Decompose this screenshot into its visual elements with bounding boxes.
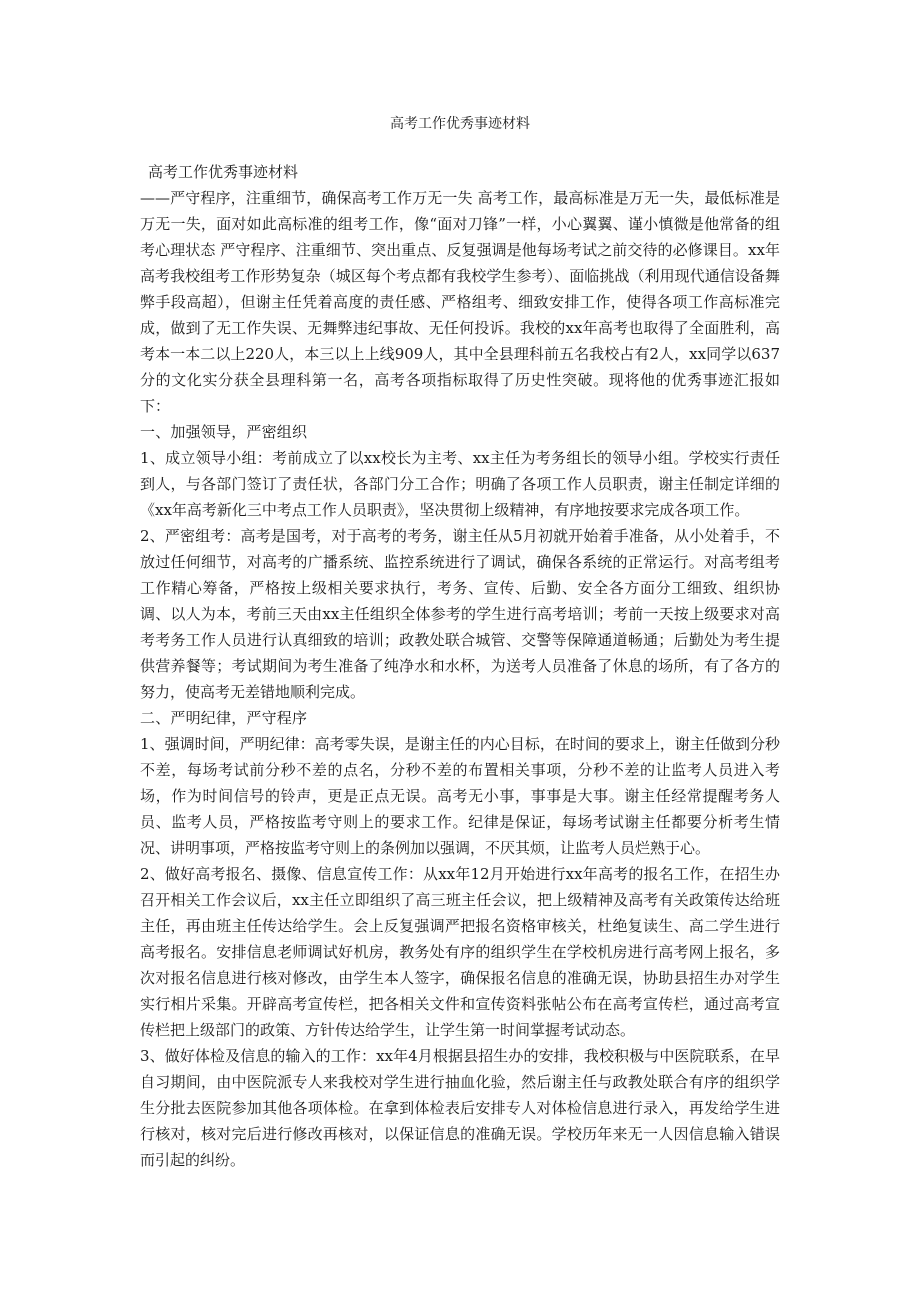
paragraph-registration: 2、做好高考报名、摄像、信息宣传工作：从xx年12月开始进行xx年高考的报名工作，在招生办召开相关工作会议后，xx主任立即组织了高三班主任会议，把上级精神及高考有关政策传达给班主任，再由班主任传达给学生。会上反复强调严把报名资格审核关，杜绝复读生、高二学生进行高考报名。安排信息老师调试好机房，教务处有序的组织学生在学校机房进行高考网上报名，多次对报名信息进行核对修改，由学生本人签字，确保报名信息的准确无误，协助县招生办对学生实行相片采集。开辟高考宣传栏，把各相关文件和宣传资料张帖公布在高考宣传栏，通过高考宣传栏把上级部门的政策、方针传达给学生，让学生第一时间掌握考试动态。 [140,865,780,1039]
paragraph-time-discipline: 1、强调时间，严明纪律：高考零失误，是谢主任的内心目标，在时间的要求上，谢主任做到分秒不差，每场考试前分秒不差的点名，分秒不差的布置相关事项，分秒不差的让监考人员进入考场，作为时间信号的铃声，更是正点无误。高考无小事，事事是大事。谢主任经常提醒考务人员、监考人员，严格按监考守则上的要求工作。纪律是保证，每场考试谢主任都要分析考生情况、讲明事项，严格按监考守则上的条例加以强调，不厌其烦，让监考人员烂熟于心。 [140,735,780,857]
document-subtitle: 高考工作优秀事迹材料 [148,163,299,181]
intro-paragraph: ——严守程序，注重细节，确保高考工作万无一失 高考工作，最高标准是万无一失，最低标准是万无一失，面对如此高标准的组考工作，像“面对刀锋”一样，小心翼翼、谨小慎微是他常备的组考心理状态 严守程序、注重细节、突出重点、反复强调是他每场考试之前交待的必修课目。xx年高考我校组考工作形势复杂（城区每个考点都有我校学生参考）、面临挑战（利用现代通信设备舞弊手段高超），但谢主任凭着高度的责任感、严格组考、细致安排工作，使得各项工作高标准完成，做到了无工作失误、无舞弊违纪事故、无任何投诉。我校的xx年高考也取得了全面胜利，高考本一本二以上220人，本三以上上线909人，其中全县理科前五名我校占有2人，xx同学以637分的文化实分获全县理科第一名，高考各项指标取得了历史性突破。现将他的优秀事迹汇报如下： [140,189,780,415]
document-title: 高考工作优秀事迹材料 [390,116,530,132]
paragraph-medical-check: 3、做好体检及信息的输入的工作：xx年4月根据县招生办的安排，我校积极与中医院联系，在早自习期间，由中医院派专人来我校对学生进行抽血化验，然后谢主任与政教处联合有序的组织学生分批去医院参加其他各项体检。在拿到体检表后安排专人对体检信息进行录入，再发给学生进行核对，核对完后进行修改再核对，以保证信息的准确无误。学校历年来无一人因信息输入错误而引起的纠纷。 [140,1047,780,1169]
document-body [140,159,780,1173]
section-heading-1: 一、加强领导，严密组织 [140,423,308,441]
section-heading-2: 二、严明纪律，严守程序 [140,709,308,727]
paragraph-strict-organization: 2、严密组考：高考是国考，对于高考的考务，谢主任从5月初就开始着手准备，从小处着手，不放过任何细节，对高考的广播系统、监控系统进行了调试，确保各系统的正常运行。对高考组考工作精心筹备，严格按上级相关要求执行，考务、宣传、后勤、安全各方面分工细致、组织协调、以人为本，考前三天由xx主任组织全体参考的学生进行高考培训；考前一天按上级要求对高考考务工作人员进行认真细致的培训；政教处联合城管、交警等保障通道畅通；后勤处为考生提供营养餐等；考试期间为考生准备了纯净水和水杯，为送考人员准备了休息的场所，有了各方的努力，使高考无差错地顺利完成。 [140,527,780,701]
paragraph-leadership-group: 1、成立领导小组：考前成立了以xx校长为主考、xx主任为考务组长的领导小组。学校实行责任到人，与各部门签订了责任状，各部门分工合作；明确了各项工作人员职责，谢主任制定详细的《xx年高考新化三中考点工作人员职责》，坚决贯彻上级精神，有序地按要求完成各项工作。 [140,449,780,519]
